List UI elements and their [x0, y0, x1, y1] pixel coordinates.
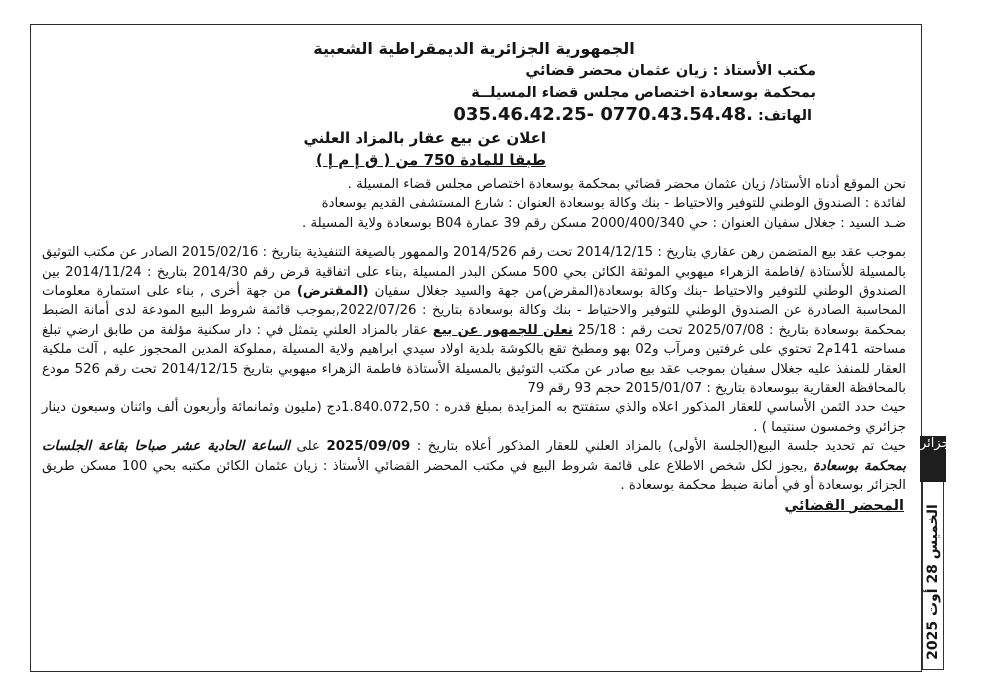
bailiff-office: مكتب الأستاذ : زيان عثمان محضر قضائي — [525, 63, 816, 79]
newspaper-name: الجزائر — [920, 436, 958, 451]
property-text-c: عقار بالمزاد العلني يتمثل في : دار سكنية مؤلفة من طابق ارضي تبلغ مساحته 141م2 تحتوي على غرفتين ومرآب و02 بهو ومطبخ تقع بالكوشة بلدية اولاد سيدي ابراهيم ولاية المسيلة ,مملوكة المدين المحجوز عليه , آلت ملكية العقار للمنفذ عليه جغلال سفيان بموجب عقد بيع صادر عن مكتب التوثيق بالمسيلة الأستاذة فاطمة الزهراء ميهوبي بتاريخ 2014/12/15 تحت رقم 526 مودع بالمحافظة العقارية ببوسعادة بتاريخ : 2015/01/07 حجم 93 رقم 79 — [42, 322, 907, 397]
session-text-b: على — [290, 439, 327, 455]
spacer — [40, 233, 908, 243]
phone-numbers: 035.46.42.25- 0770.43.54.48. — [453, 104, 753, 125]
paragraph-property — [40, 243, 908, 398]
paragraph-debtor: ضـد السيد : جغلال سفيان العنوان : حي 2000/400/340 مسكن رقم 39 عمارة B04 بوسعادة ولاية المسيلة . — [302, 215, 906, 231]
publication-date: الخميس 28 أوت 2025 — [925, 503, 941, 660]
phone-line — [40, 104, 908, 127]
announcement-subtitle: طبقا للمادة 750 من ( ق إ م إ ) — [315, 151, 546, 169]
phone-label: الهاتف: — [758, 108, 812, 124]
property-text-a: بموجب عقد بيع المتضمن رهن عقاري بتاريخ : 2014/12/15 تحت رقم 2014/526 والممهور بالصيغة التنفيذية بتاريخ : 2015/02/16 الصادر عن مكتب التوثيق بالمسيلة للأستاذة /فاطمة الزهراء ميهوبي الموثقة الكائن بحي 500 مسكن البدر المسيلة ,بناء على اتفاقية قرض رقم 2014/30 بتاريخ : 2014/11/24 بين الصندوق الوطني للتوفير والاحتياط -بنك وكالة بوسعادة(المقرض)من جهة والسيد جغلال سفيان — [42, 245, 906, 300]
paragraph-beneficiary: لفائدة : الصندوق الوطني للتوفير والاحتياط - بنك وكالة بوسعادة العنوان : شارع المستشفى القديم بوسعادة — [321, 196, 906, 212]
paragraph-bailiff: نحن الموقع أدناه الأستاذ/ زيان عثمان محضر قضائي بمحكمة بوسعادة اختصاص مجلس قضاء المسيلة . — [347, 177, 906, 192]
property-text-b: من جهة أخرى , بناء على استمارة معلومات المحاسبة الصادرة عن الصندوق الوطني للتوفير والاحتياط - بنك وكالة بوسعادة بتاريخ : 2022/07/26,بموجب قائمة شروط البيع المودعة لدى أمانة الضبط بمحكمة بوسعادة بتاريخ : 2025/07/08 تحت رقم : 25/18 — [42, 284, 906, 338]
court-jurisdiction: بمحكمة بوسعادة اختصاص مجلس قضاء المسيلــة — [471, 85, 816, 101]
session-time-place: الساعة الحادية عشر صباحا بقاعة الجلسات بمحكمة بوسعادة — [42, 439, 906, 474]
paragraph-session — [40, 437, 908, 495]
announcement-title: اعلان عن بيع عقار بالمزاد العلني — [303, 129, 546, 147]
paragraph-price: حيث حدد الثمن الأساسي للعقار المذكور اعلاه والذي ستفتتح به المزايدة بمبلغ قدره : 1.840.072,50دج (مليون وثمانمائة وأربعون ألف واثنان وسبعون دينار جزائري وخمسون سنتيما ) . — [42, 400, 906, 435]
session-text-a: حيث تم تحديد جلسة البيع(الجلسة الأولى) بالمزاد العلني للعقار المذكور أعلاه بتاريخ : — [410, 439, 906, 455]
newspaper-logo — [920, 436, 958, 482]
announcement-content — [40, 38, 908, 670]
republic-heading: الجمهورية الجزائرية الديمقراطية الشعبية — [313, 39, 635, 58]
session-date: 2025/09/09 — [326, 439, 411, 455]
signature: المحضر القضائي — [784, 497, 904, 514]
borrower-label: (المقترض) — [296, 284, 369, 300]
session-text-c: ,يجوز لكل شخص الاطلاع على قائمة شروط البيع في مكتب المحضر القضائي الأستاذ : زيان عثمان الكائن مكتبه بحي 100 مسكن طريق الجزائر بوسعادة أو في أمانة ضبط محكمة بوسعادة . — [42, 458, 906, 494]
public-notice: نعلن للجمهور عن بيع — [432, 322, 573, 338]
